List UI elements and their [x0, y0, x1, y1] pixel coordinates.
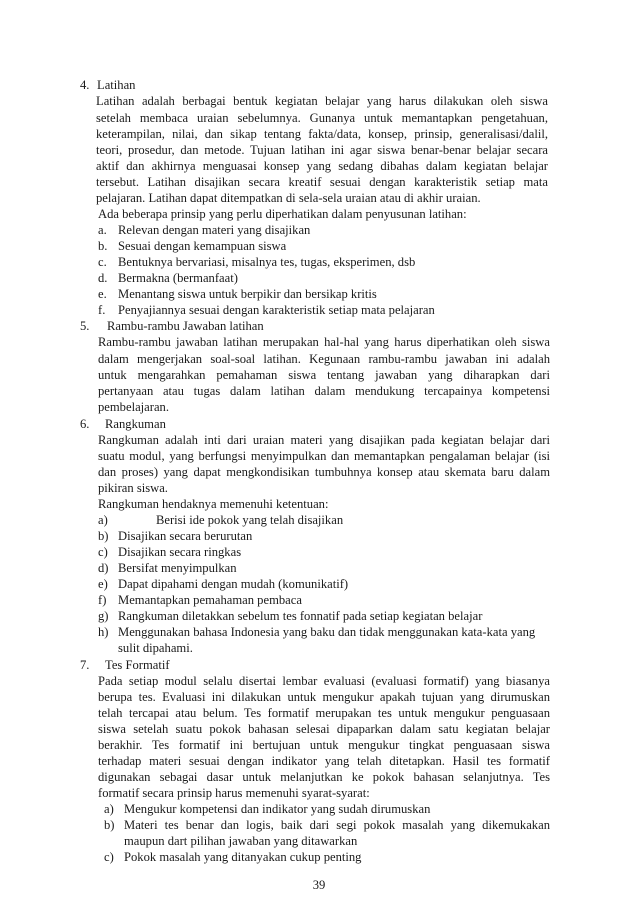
- list-item: Relevan dengan materi yang disajikan: [118, 223, 311, 237]
- list-item: Bentuknya bervariasi, misalnya tes, tugas, eksperimen, dsb: [118, 255, 416, 269]
- list-item: Pokok masalah yang ditanyakan cukup penting: [124, 850, 362, 864]
- paragraph-line: telah tercapai atau belum. Tes formatif merupakan tes untuk mengukur penguasaan: [98, 706, 550, 720]
- paragraph-line: pelajaran. Latihan dapat ditempatkan di sela-sela uraian atau di akhir uraian.: [96, 191, 481, 205]
- list-marker: f.: [98, 303, 106, 317]
- section-title: Latihan: [97, 78, 136, 92]
- list-marker: h): [98, 625, 109, 639]
- list-marker: a): [98, 513, 108, 527]
- list-item: Sesuai dengan kemampuan siswa: [118, 239, 287, 253]
- list-item: Disajikan secara berurutan: [118, 529, 253, 543]
- paragraph-line: setelah membaca uraian sebelumnya. Gunanya untuk memantapkan pengetahuan,: [96, 111, 548, 125]
- list-intro: Rangkuman hendaknya memenuhi ketentuan:: [98, 497, 329, 511]
- list-marker: d): [98, 561, 109, 575]
- list-marker: b): [104, 818, 115, 832]
- paragraph-line: dalam mengerjakan soal-soal latihan. Kegunaan rambu-rambu jawaban ini adalah: [98, 352, 550, 366]
- list-item: Disajikan secara ringkas: [118, 545, 242, 559]
- list-item: Bermakna (bermanfaat): [118, 271, 238, 285]
- list-marker: f): [98, 593, 107, 607]
- paragraph-line: suatu modul, yang berfungsi menyimpulkan dan memantapkan pengalaman belajar (isi: [98, 449, 550, 463]
- paragraph-line: Rambu-rambu jawaban latihan merupakan hal-hal yang harus diperhatikan oleh siswa: [98, 335, 550, 349]
- list-item: Mengukur kompetensi dan indikator yang sudah dirumuskan: [124, 802, 431, 816]
- list-marker: e.: [98, 287, 107, 301]
- paragraph-line: Pada setiap modul selalu disertai lembar evaluasi (evaluasi formatif) yang biasanya: [98, 674, 550, 688]
- list-marker: a.: [98, 223, 107, 237]
- paragraph-line: digunakan sebagai dasar untuk melanjutkan ke pokok bahasan selanjutnya. Tes: [98, 770, 550, 784]
- list-marker: b.: [98, 239, 108, 253]
- list-marker: c.: [98, 255, 107, 269]
- list-intro: Ada beberapa prinsip yang perlu diperhatikan dalam penyusunan latihan:: [98, 207, 467, 221]
- list-item-continuation: sulit dipahami.: [118, 641, 193, 655]
- paragraph-line: pikiran siswa.: [98, 481, 168, 495]
- section-number: 4.: [80, 78, 90, 92]
- list-marker: e): [98, 577, 108, 591]
- paragraph-line: untuk mengarahkan pemahaman siswa tentang jawaban yang diharapkan dari: [98, 368, 550, 382]
- list-marker: a): [104, 802, 114, 816]
- section-title: Tes Formatif: [105, 658, 170, 672]
- paragraph-line: pertanyaan atau tugas dalam latihan dalam mendukung tercapainya kompetensi: [98, 384, 550, 398]
- section-number: 7.: [80, 658, 90, 672]
- paragraph-line: berakhir. Tes formatif ini bertujuan untuk mengukur tingkat penguasaan siswa: [98, 738, 550, 752]
- paragraph-line: formatif secara prinsip harus memenuhi syarat-syarat:: [98, 786, 370, 800]
- paragraph-line: teori, prosedur, dan metode. Tujuan latihan ini agar siswa benar-benar belajar secara: [96, 143, 548, 157]
- section-number: 6.: [80, 417, 90, 431]
- list-marker: g): [98, 609, 109, 623]
- list-item: Materi tes benar dan logis, baik dari segi pokok masalah yang dikemukakan: [124, 818, 550, 832]
- list-marker: d.: [98, 271, 108, 285]
- section-title: Rambu-rambu Jawaban latihan: [107, 319, 264, 333]
- paragraph-line: terhadap materi sesuai dengan indikator yang telah ditetapkan. Hasil tes formatif: [98, 754, 550, 768]
- section-title: Rangkuman: [105, 417, 166, 431]
- paragraph-line: Latihan adalah berbagai bentuk kegiatan belajar yang harus dilakukan oleh siswa: [96, 94, 548, 108]
- list-item: Bersifat menyimpulkan: [118, 561, 237, 575]
- paragraph-line: Rangkuman adalah inti dari uraian materi yang disajikan pada kegiatan belajar dari: [98, 433, 550, 447]
- page-number: 39: [312, 878, 326, 892]
- paragraph-line: pembelajaran.: [98, 400, 169, 414]
- paragraph-line: siswa setelah suatu pokok bahasan selesai dipaparkan dalam satu kegiatan belajar: [98, 722, 550, 736]
- list-item: Penyajiannya sesuai dengan karakteristik setiap mata pelajaran: [118, 303, 435, 317]
- list-item: Menggunakan bahasa Indonesia yang baku dan tidak menggunakan kata-kata yang: [118, 625, 536, 639]
- list-item: Menantang siswa untuk berpikir dan bersikap kritis: [118, 287, 377, 301]
- paragraph-line: dan proses) yang dapat mengkondisikan tumbuhnya konsep atau skemata baru dalam: [98, 465, 550, 479]
- list-item: Dapat dipahami dengan mudah (komunikatif): [118, 577, 349, 591]
- list-item: Berisi ide pokok yang telah disajikan: [156, 513, 344, 527]
- list-marker: b): [98, 529, 109, 543]
- paragraph-line: aktif dan akhirnya menguasai konsep yang sedang dibahas dalam kegiatan belajar: [96, 159, 548, 173]
- list-item: Memantapkan pemahaman pembaca: [118, 593, 302, 607]
- paragraph-line: keterampilan, nilai, dan sikap tentang fakta/data, konsep, prinsip, generalisasi/dalil,: [96, 127, 548, 141]
- paragraph-line: berupa tes. Evaluasi ini dilakukan untuk mengukur apakah tujuan yang dirumuskan: [98, 690, 550, 704]
- paragraph-line: tersebut. Latihan disajikan secara kreatif sesuai dengan karakteristik setiap mata: [96, 175, 548, 189]
- section-number: 5.: [80, 319, 90, 333]
- list-marker: c): [98, 545, 108, 559]
- list-item: Rangkuman diletakkan sebelum tes fonnatif pada setiap kegiatan belajar: [118, 609, 483, 623]
- list-marker: c): [104, 850, 114, 864]
- list-item-continuation: maupun dart pilihan jawaban yang ditawarkan: [124, 834, 358, 848]
